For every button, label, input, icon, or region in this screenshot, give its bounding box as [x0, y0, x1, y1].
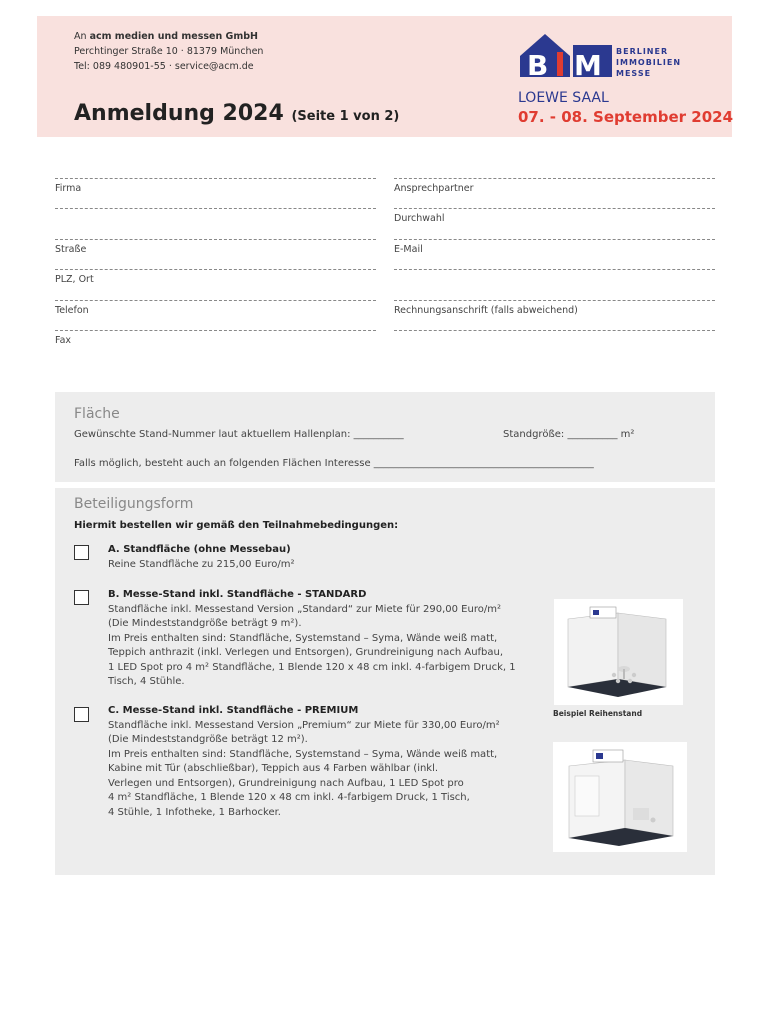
option-b-line: Tisch, 4 Stühle. — [108, 676, 185, 687]
field-blank[interactable] — [55, 208, 376, 213]
option-b — [108, 588, 543, 690]
beteiligungsform-section — [55, 488, 715, 875]
option-c — [108, 704, 543, 820]
option-a — [108, 543, 543, 572]
option-c-line: 4 m² Standfläche, 1 Blende 120 x 48 cm inkl. 4-farbigem Druck, 1 Tisch, — [108, 792, 470, 803]
option-a-line: Reine Standfläche zu 215,00 Euro/m² — [108, 558, 295, 570]
flaeche-title: Fläche — [74, 406, 120, 422]
option-b-line: Teppich anthrazit (inkl. Verlegen und Entsorgen), Grundreinigung nach Aufbau, — [108, 647, 504, 658]
option-c-heading: C. Messe-Stand inkl. Standfläche - PREMIUM — [108, 705, 359, 716]
field-rechnungsanschrift[interactable]: Rechnungsanschrift (falls abweichend) — [394, 300, 715, 316]
standard-booth-image — [554, 599, 683, 705]
option-c-line: (Die Mindeststandgröße beträgt 12 m²). — [108, 734, 308, 745]
logo-letter-i — [557, 52, 563, 76]
field-blank-right[interactable] — [394, 269, 715, 274]
logo-letter-m: M — [574, 49, 602, 80]
page-info: (Seite 1 von 2) — [291, 109, 400, 124]
field-line-end — [394, 330, 715, 331]
option-a-heading: A. Standfläche (ohne Messebau) — [108, 544, 291, 555]
alternative-flaechen-field[interactable]: Falls möglich, besteht auch an folgenden Flächen Interesse ____________________________________________ — [74, 458, 594, 469]
company-contact: Tel: 089 480901-55 · service@acm.de — [74, 61, 254, 72]
company-address: Perchtinger Straße 10 · 81379 München — [74, 46, 264, 57]
header-band — [37, 16, 732, 137]
beteiligung-intro: Hiermit bestellen wir gemäß den Teilnahmebedingungen: — [74, 520, 399, 531]
logo-wordmark: BERLINER IMMOBILIEN MESSE — [616, 47, 682, 78]
standgroesse-field[interactable]: Standgröße: __________ m² — [503, 429, 635, 440]
option-c-line: Standfläche inkl. Messestand Version „Premium“ zur Miete für 330,00 Euro/m² — [108, 719, 500, 731]
flaeche-section — [55, 392, 715, 482]
option-b-line: Im Preis enthalten sind: Standfläche, Systemstand – Syma, Wände weiß matt, — [108, 632, 498, 644]
logo-letter-b: B — [527, 49, 549, 80]
field-fax[interactable]: Fax — [55, 330, 376, 346]
field-email[interactable]: E-Mail — [394, 239, 715, 255]
field-plz-ort[interactable]: PLZ, Ort — [55, 269, 376, 285]
premium-booth-image — [553, 742, 687, 852]
field-firma[interactable]: Firma — [55, 178, 376, 194]
option-c-line: Verlegen und Entsorgen), Grundreinigung nach Aufbau, 1 LED Spot pro — [108, 777, 464, 789]
option-c-line: 4 Stühle, 1 Infotheke, 1 Barhocker. — [108, 806, 281, 818]
option-b-line: Standfläche inkl. Messestand Version „Standard“ zur Miete für 290,00 Euro/m² — [108, 603, 501, 615]
organizer-info — [74, 29, 263, 74]
option-b-heading: B. Messe-Stand inkl. Standfläche - STANDARD — [108, 589, 367, 600]
image-caption: Beispiel Reihenstand — [553, 709, 643, 718]
option-c-line: Kabine mit Tür (abschließbar), Teppich aus 4 Farben wählbar (inkl. — [108, 763, 439, 774]
option-c-line: Im Preis enthalten sind: Standfläche, Systemstand – Syma, Wände weiß matt, — [108, 748, 498, 760]
page-title — [74, 101, 399, 126]
option-b-checkbox[interactable] — [74, 590, 89, 605]
field-durchwahl[interactable]: Durchwahl — [394, 208, 715, 224]
field-ansprechpartner[interactable]: Ansprechpartner — [394, 178, 715, 194]
option-b-line: 1 LED Spot pro 4 m² Standfläche, 1 Blende 120 x 48 cm inkl. 4-farbigem Druck, 1 — [108, 661, 516, 673]
option-b-line: (Die Mindeststandgröße beträgt 9 m²). — [108, 618, 302, 629]
field-strasse[interactable]: Straße — [55, 239, 376, 255]
option-c-checkbox[interactable] — [74, 707, 89, 722]
stand-nummer-field[interactable]: Gewünschte Stand-Nummer laut aktuellem Hallenplan: __________ — [74, 429, 404, 440]
option-a-checkbox[interactable] — [74, 545, 89, 560]
field-telefon[interactable]: Telefon — [55, 300, 376, 316]
venue-name: LOEWE SAAL — [518, 90, 609, 106]
company-prefix: An — [74, 31, 87, 42]
beteiligungsform-title: Beteiligungsform — [74, 496, 194, 512]
title-text: Anmeldung 2024 — [74, 101, 284, 126]
event-dates: 07. - 08. September 2024 — [518, 108, 734, 126]
company-name: acm medien und messen GmbH — [89, 31, 258, 42]
